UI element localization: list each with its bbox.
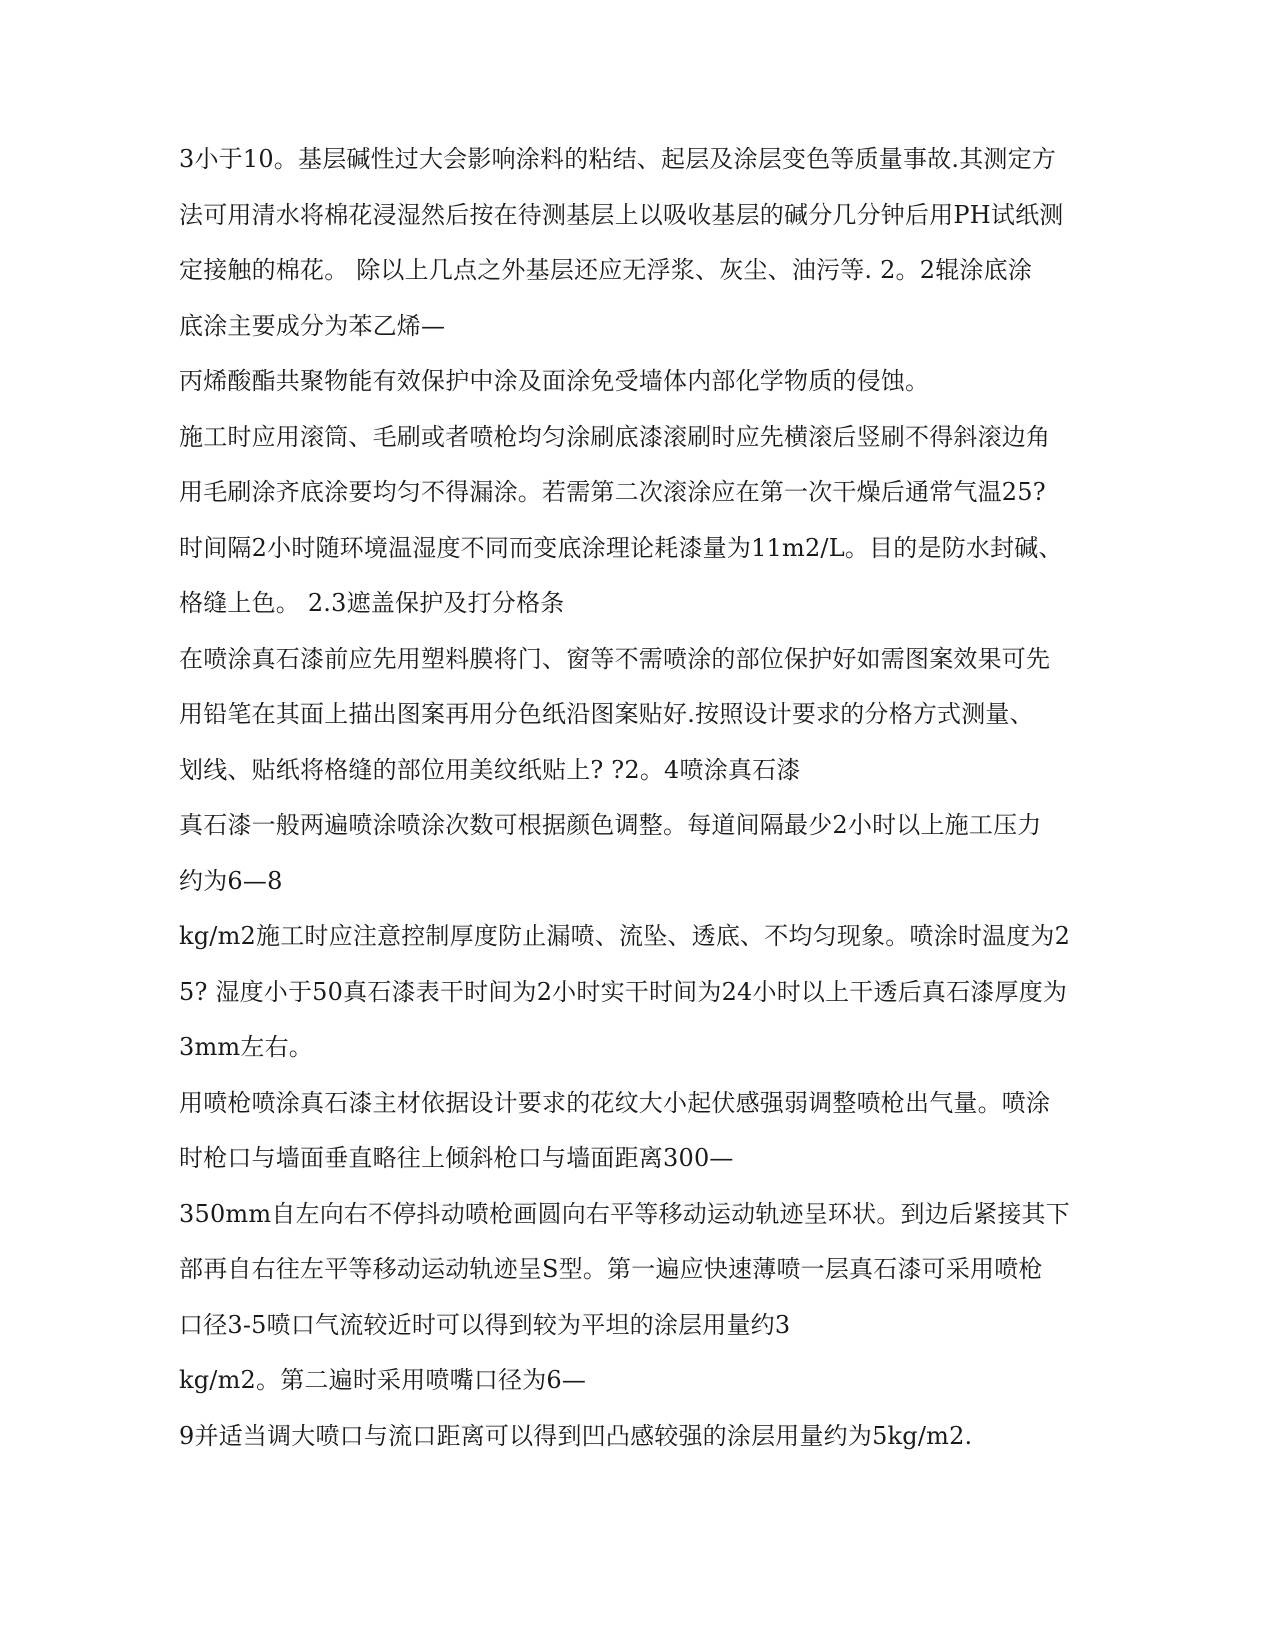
- text-line: 用喷枪喷涂真石漆主材依据设计要求的花纹大小起伏感强弱调整喷枪出气量。喷涂: [179, 1088, 1051, 1117]
- text-line: 3mm左右。: [179, 1033, 313, 1061]
- text-line: 时间隔2小时随环境温湿度不同而变底涂理论耗漆量为11m2/L。目的是防水封碱、: [179, 533, 1063, 562]
- text-line: kg/m2。第二遍时采用喷嘴口径为6—: [179, 1366, 587, 1394]
- text-line: 时枪口与墙面垂直略往上倾斜枪口与墙面距离300—: [179, 1144, 734, 1172]
- text-line: 施工时应用滚筒、毛刷或者喷枪均匀涂刷底漆滚刷时应先横滚后竖刷不得斜滚边角: [179, 422, 1051, 451]
- text-line: 格缝上色。 2.3遮盖保护及打分格条: [179, 589, 565, 617]
- text-line: 口径3-5喷口气流较近时可以得到较为平坦的涂层用量约3: [179, 1310, 791, 1339]
- text-line: 部再自右往左平等移动运动轨迹呈S型。第一遍应快速薄喷一层真石漆可采用喷枪: [179, 1255, 1043, 1283]
- text-line: 划线、贴纸将格缝的部位用美纹纸贴上? ?2。4喷涂真石漆: [179, 755, 801, 784]
- text-line: 真石漆一般两遍喷涂喷涂次数可根据颜色调整。每道间隔最少2小时以上施工压力: [179, 811, 1042, 839]
- text-line: 5? 湿度小于50真石漆表干时间为2小时实干时间为24小时以上干透后真石漆厚度为: [179, 977, 1068, 1006]
- text-line: 9并适当调大喷口与流口距离可以得到凹凸感较强的涂层用量约为5kg/m2.: [179, 1421, 973, 1450]
- text-line: 法可用清水将棉花浸湿然后按在待测基层上以吸收基层的碱分几分钟后用PH试纸测: [179, 200, 1064, 229]
- text-line: 底涂主要成分为苯乙烯—: [179, 311, 446, 340]
- text-line: 350mm自左向右不停抖动喷枪画圆向右平等移动运动轨迹呈环状。到边后紧接其下: [179, 1199, 1070, 1228]
- text-line: 丙烯酸酯共聚物能有效保护中涂及面涂免受墙体内部化学物质的侵蚀。: [179, 367, 930, 395]
- document-body: [179, 132, 1071, 1464]
- text-line: 3小于10。基层碱性过大会影响涂料的粘结、起层及涂层变色等质量事故.其测定方: [179, 145, 1057, 173]
- text-line: 定接触的棉花。 除以上几点之外基层还应无浮浆、灰尘、油污等. 2。2辊涂底涂: [179, 256, 1033, 284]
- text-line: 在喷涂真石漆前应先用塑料膜将门、窗等不需喷涂的部位保护好如需图案效果可先: [179, 644, 1051, 673]
- text-line: kg/m2施工时应注意控制厚度防止漏喷、流坠、透底、不均匀现象。喷涂时温度为2: [179, 922, 1071, 950]
- text-line: 用毛刷涂齐底涂要均匀不得漏涂。若需第二次滚涂应在第一次干燥后通常气温25?: [179, 478, 1046, 506]
- text-line: 用铅笔在其面上描出图案再用分色纸沿图案贴好.按照设计要求的分格方式测量、: [179, 700, 1034, 728]
- text-line: 约为6—8: [179, 866, 283, 895]
